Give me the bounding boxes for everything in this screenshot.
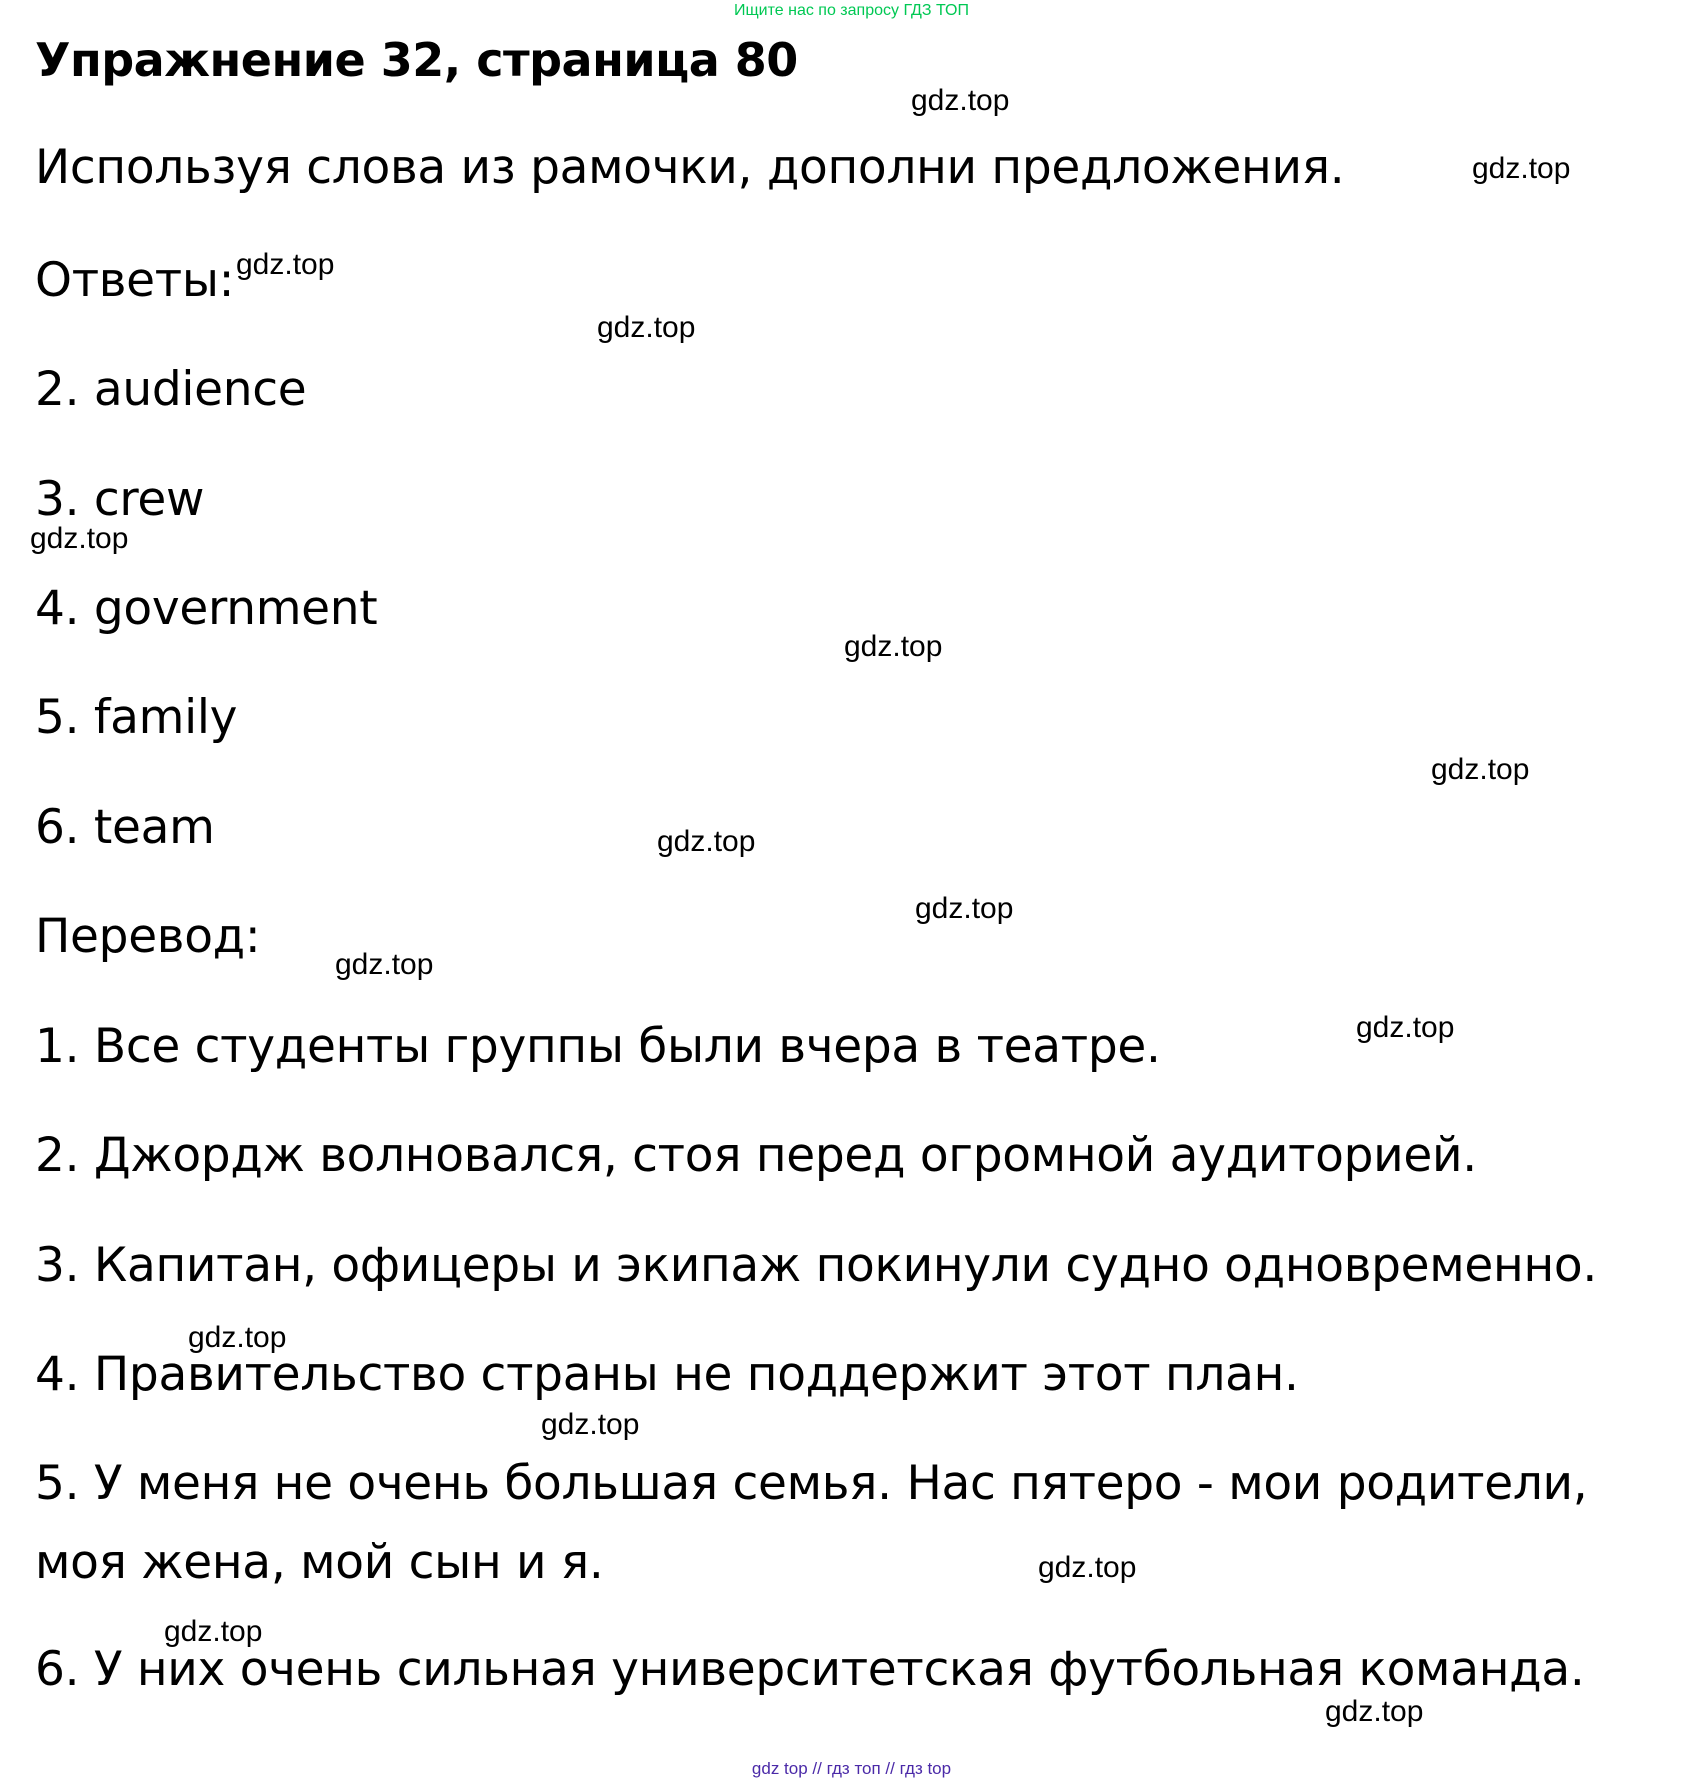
watermark: gdz.top bbox=[236, 248, 335, 281]
answers-heading: Ответы: bbox=[35, 253, 235, 308]
watermark: gdz.top bbox=[30, 522, 129, 555]
translation-item: 5. У меня не очень большая семья. Нас пятеро - мои родители, bbox=[35, 1456, 1588, 1511]
answer-item: 3. crew bbox=[35, 472, 205, 527]
answer-item: 2. audience bbox=[35, 362, 307, 417]
watermark: gdz.top bbox=[1472, 152, 1571, 185]
watermark: gdz.top bbox=[188, 1321, 287, 1354]
translation-item-continued: моя жена, мой сын и я. bbox=[35, 1535, 604, 1590]
watermark: gdz.top bbox=[1038, 1551, 1137, 1584]
top-banner: Ищите нас по запросу ГДЗ ТОП bbox=[734, 2, 969, 19]
watermark: gdz.top bbox=[164, 1615, 263, 1648]
watermark: gdz.top bbox=[1431, 753, 1530, 786]
page-title: Упражнение 32, страница 80 bbox=[35, 33, 798, 87]
watermark: gdz.top bbox=[1325, 1695, 1424, 1728]
watermark: gdz.top bbox=[541, 1408, 640, 1441]
watermark: gdz.top bbox=[844, 630, 943, 663]
answer-item: 4. government bbox=[35, 581, 378, 636]
watermark: gdz.top bbox=[657, 825, 756, 858]
watermark: gdz.top bbox=[335, 948, 434, 981]
task-text: Используя слова из рамочки, дополни предложения. bbox=[35, 140, 1345, 195]
answer-item: 5. family bbox=[35, 690, 238, 745]
watermark: gdz.top bbox=[911, 84, 1010, 117]
watermark: gdz.top bbox=[597, 311, 696, 344]
translation-item: 2. Джордж волновался, стоя перед огромной аудиторией. bbox=[35, 1128, 1477, 1183]
watermark: gdz.top bbox=[1356, 1011, 1455, 1044]
translation-item: 3. Капитан, офицеры и экипаж покинули судно одновременно. bbox=[35, 1238, 1597, 1293]
translation-item: 4. Правительство страны не поддержит этот план. bbox=[35, 1347, 1299, 1402]
footer-links[interactable]: gdz top // гдз топ // гдз top bbox=[751, 1759, 952, 1778]
translation-item: 6. У них очень сильная университетская футбольная команда. bbox=[35, 1642, 1585, 1697]
watermark: gdz.top bbox=[915, 892, 1014, 925]
answer-item: 6. team bbox=[35, 800, 215, 855]
translation-item: 1. Все студенты группы были вчера в театре. bbox=[35, 1019, 1161, 1074]
translation-heading: Перевод: bbox=[35, 909, 261, 964]
